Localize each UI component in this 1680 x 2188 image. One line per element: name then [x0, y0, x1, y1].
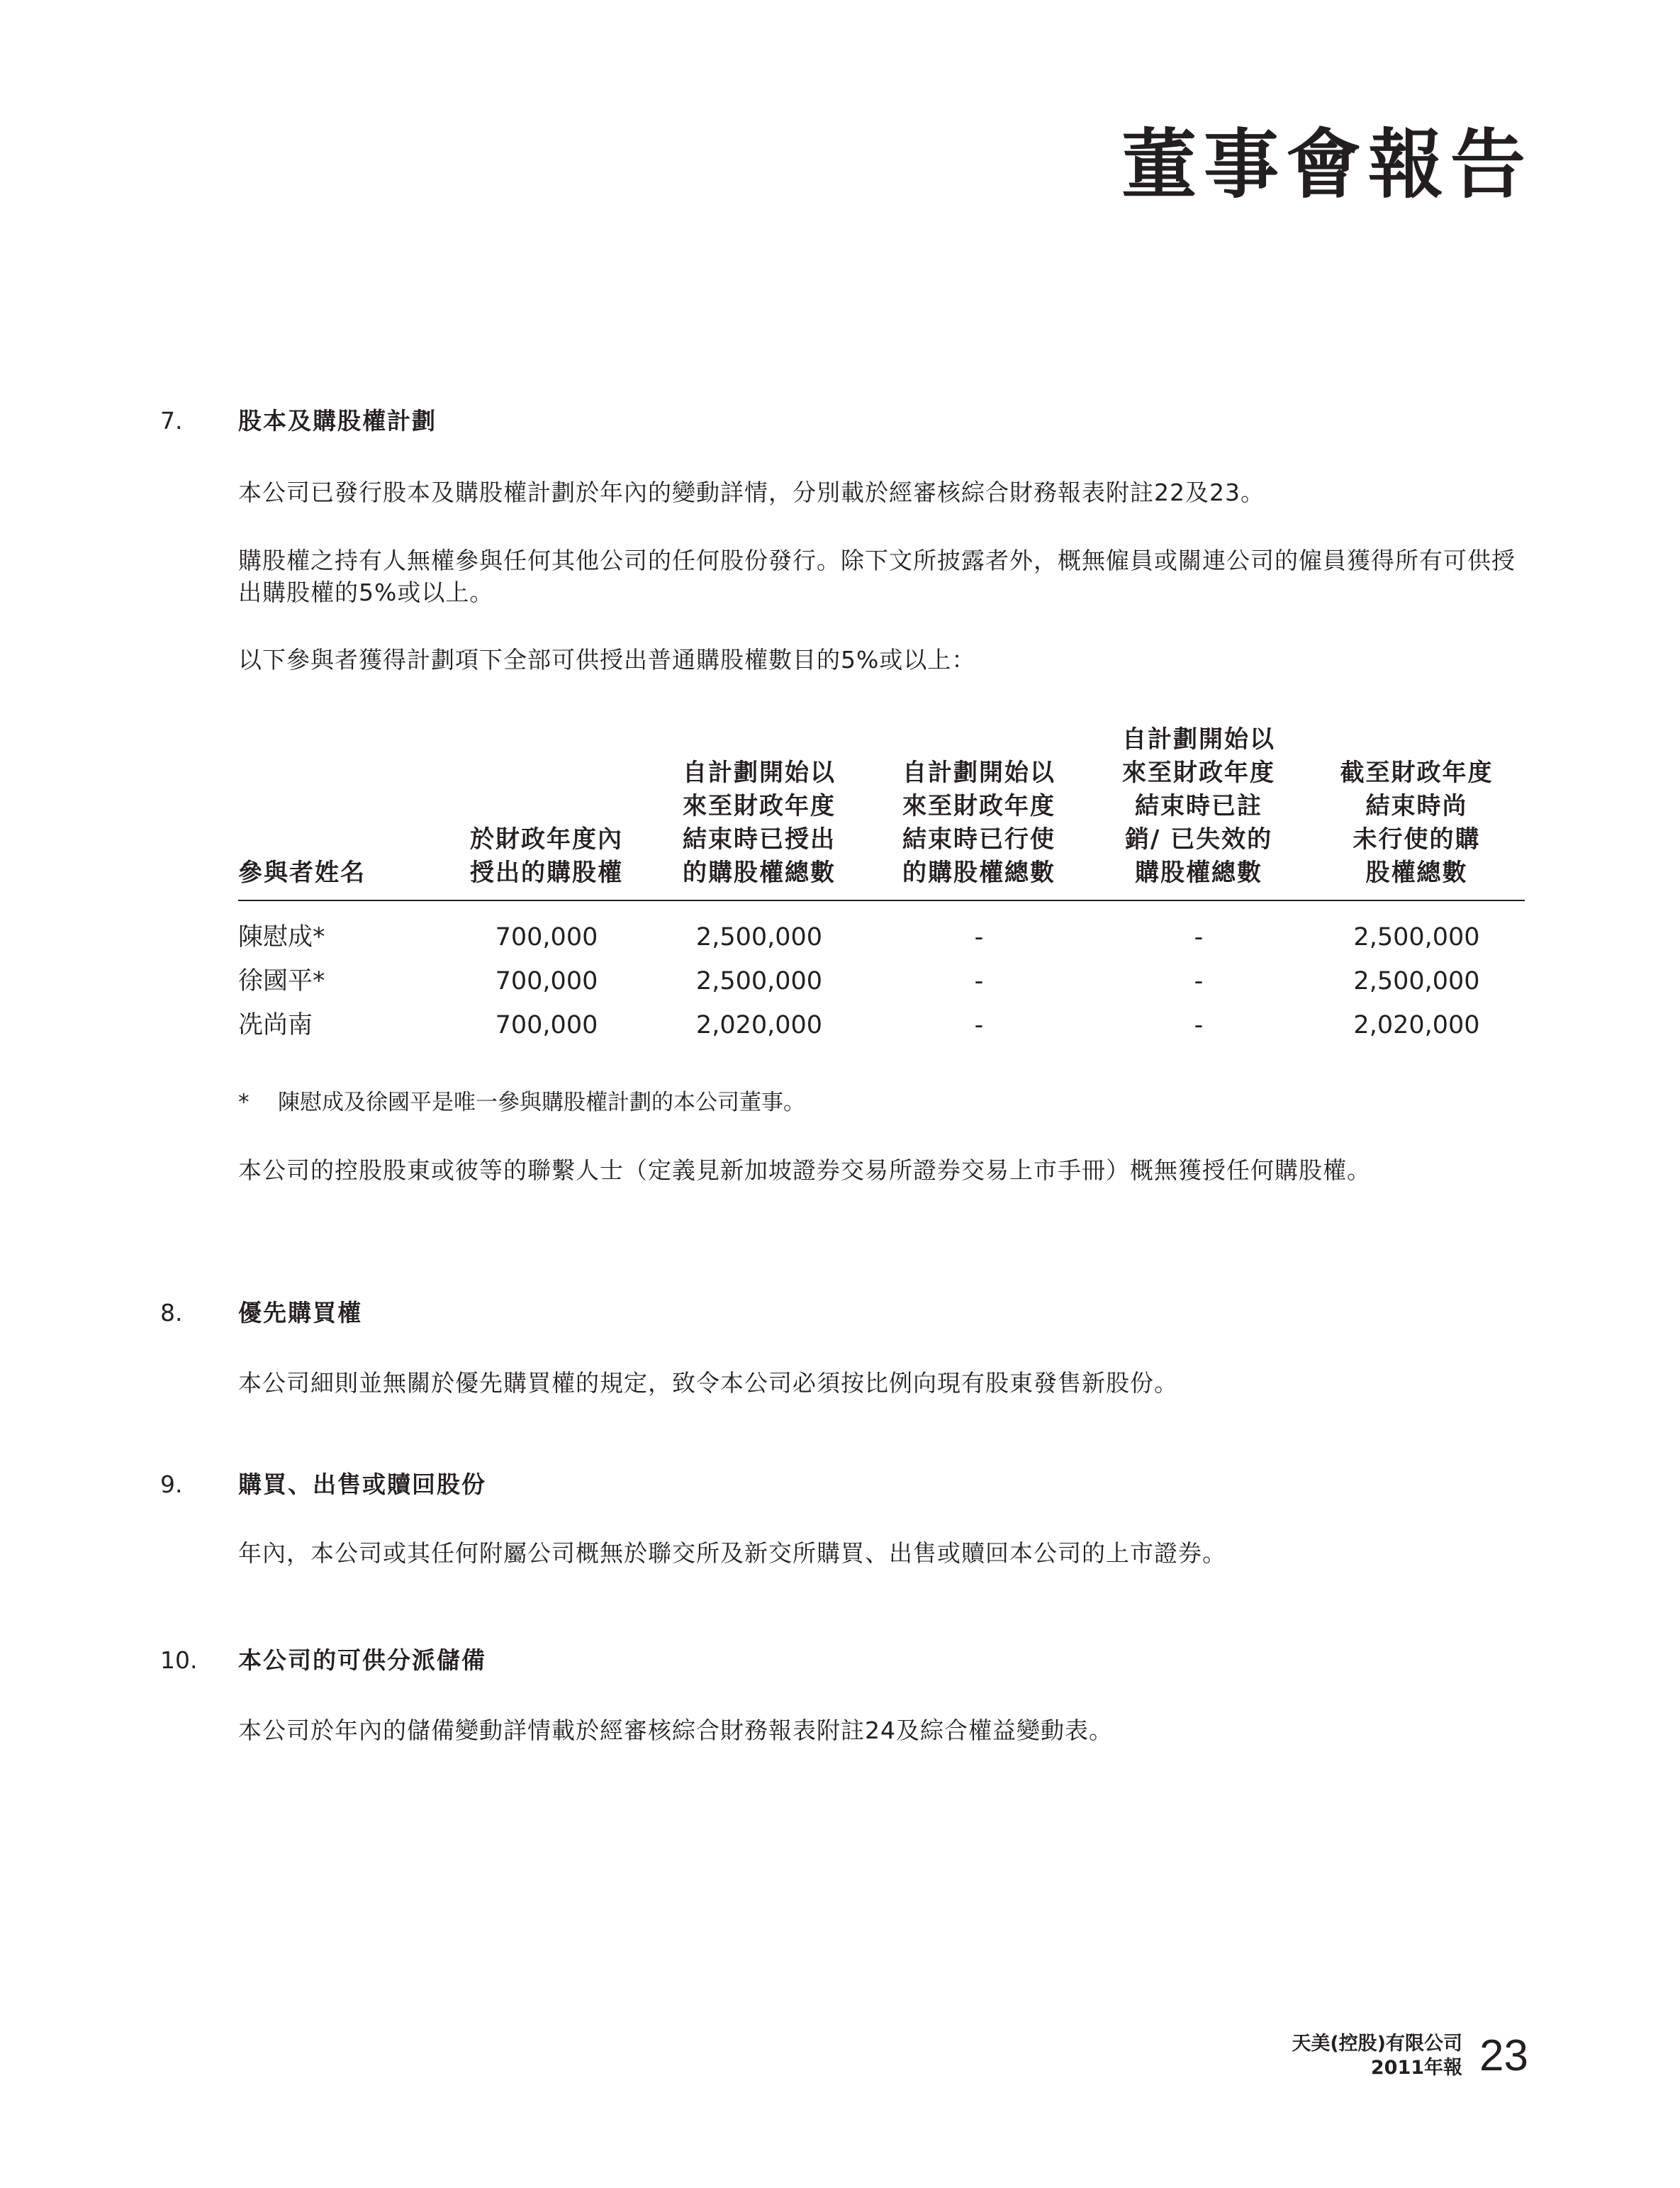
- table-cell: 2,500,000: [695, 923, 823, 951]
- section-title: 優先購買權: [238, 1299, 362, 1327]
- footnote-marker: *: [238, 1090, 250, 1115]
- page-footer: [1292, 2032, 1528, 2080]
- table-cell: 700,000: [495, 1011, 598, 1039]
- share-options-table: [238, 723, 1525, 1047]
- footnote-text: 陳慰成及徐國平是唯一參與購股權計劃的本公司董事。: [278, 1090, 805, 1115]
- section-title: 本公司的可供分派儲備: [238, 1646, 486, 1674]
- table-cell: -: [1194, 923, 1204, 951]
- page-title: 董事會報告: [1121, 121, 1533, 208]
- table-cell: 700,000: [495, 923, 598, 951]
- table-footnote: [238, 1087, 805, 1118]
- table-cell: 2,500,000: [1353, 923, 1480, 951]
- section-title: 股本及購股權計劃: [238, 407, 437, 435]
- paragraph: 以下參與者獲得計劃項下全部可供授出普通購股權數目的5%或以上：: [238, 646, 976, 674]
- table-cell: 700,000: [495, 967, 598, 995]
- participant-name: 陳慰成*: [238, 923, 325, 951]
- column-header: 自計劃開始以 來至財政年度 結束時已授出 的購股權總數: [649, 723, 869, 900]
- table-cell: -: [974, 1011, 984, 1039]
- column-header: 於財政年度內 授出的購股權: [444, 723, 649, 900]
- paragraph: 本公司細則並無關於優先購買權的規定，致令本公司必須按比例向現有股東發售新股份。: [238, 1369, 1178, 1397]
- table-cell: -: [974, 967, 984, 995]
- column-header: 自計劃開始以 來至財政年度 結束時已行使 的購股權總數: [869, 723, 1089, 900]
- table-cell: -: [1194, 967, 1204, 995]
- paragraph: 本公司於年內的儲備變動詳情載於經審核綜合財務報表附註24及綜合權益變動表。: [238, 1717, 1113, 1744]
- paragraph: 本公司的控股股東或彼等的聯繫人士（定義見新加坡證券交易所證券交易上市手冊）概無獲授任何購股權。: [238, 1156, 1371, 1184]
- report-name: 2011年報: [1370, 2057, 1463, 2079]
- paragraph: 購股權之持有人無權參與任何其他公司的任何股份發行。除下文所披露者外，概無僱員或關連公司的僱員獲得所有可供授出購股權的5%或以上。: [238, 547, 1516, 606]
- table-row: [238, 1003, 1525, 1047]
- section-number: 10.: [160, 1646, 198, 1674]
- paragraph: 本公司已發行股本及購股權計劃於年內的變動詳情，分別載於經審核綜合財務報表附註22及23。: [238, 479, 1265, 506]
- table-header-row: [238, 723, 1525, 900]
- table-cell: 2,020,000: [695, 1011, 823, 1039]
- table-cell: 2,020,000: [1353, 1011, 1480, 1039]
- table-cell: 2,500,000: [695, 967, 823, 995]
- section-number: 8.: [160, 1299, 183, 1327]
- column-header: 自計劃開始以 來至財政年度 結束時已註 銷/ 已失效的 購股權總數: [1089, 723, 1309, 900]
- company-name: 天美(控股)有限公司: [1292, 2033, 1463, 2055]
- column-header: 截至財政年度 結束時尚 未行使的購 股權總數: [1309, 723, 1525, 900]
- table-cell: 2,500,000: [1353, 967, 1480, 995]
- participant-name: 冼尚南: [238, 1011, 313, 1039]
- section-number: 9.: [160, 1470, 183, 1498]
- paragraph: 年內，本公司或其任何附屬公司概無於聯交所及新交所購買、出售或贖回本公司的上市證券。: [238, 1539, 1226, 1567]
- page-number: 23: [1479, 2031, 1528, 2080]
- table-cell: -: [974, 923, 984, 951]
- table-cell: -: [1194, 1011, 1204, 1039]
- table-row: [238, 959, 1525, 1003]
- section-title: 購買、出售或贖回股份: [238, 1470, 486, 1498]
- participant-name: 徐國平*: [238, 967, 325, 995]
- section-number: 7.: [160, 407, 183, 435]
- footer-text: [1292, 2032, 1462, 2080]
- column-header: 參與者姓名: [238, 723, 444, 900]
- table-row: [238, 900, 1525, 959]
